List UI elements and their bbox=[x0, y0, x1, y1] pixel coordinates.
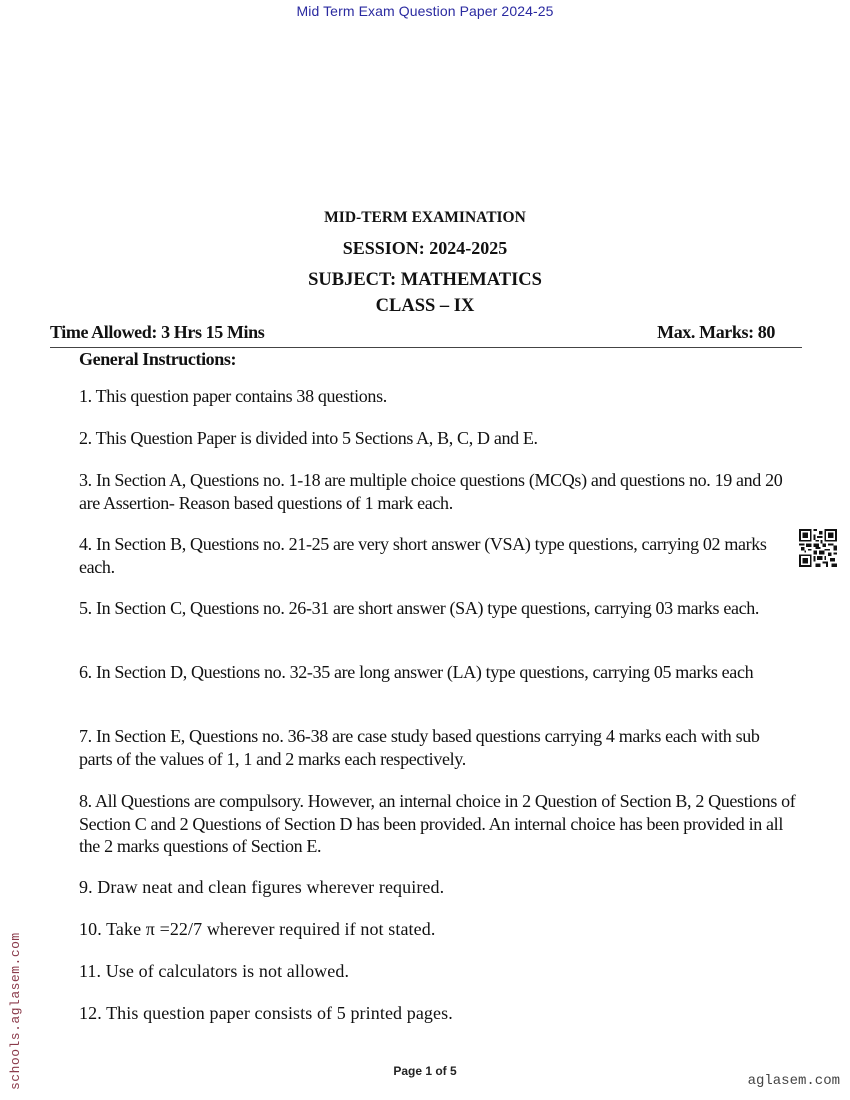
footer-brand: aglasem.com bbox=[747, 1073, 840, 1089]
max-marks: Max. Marks: 80 bbox=[657, 322, 775, 342]
instruction-item: 5. In Section C, Questions no. 26-31 are short answer (SA) type questions, carrying 03 marks each. bbox=[79, 598, 760, 618]
instruction-item: 4. In Section B, Questions no. 21-25 are very short answer (VSA) type questions, carrying 02 marks each. bbox=[79, 534, 767, 577]
instruction-item: 8. All Questions are compulsory. However, an internal choice in 2 Question of Section B, 2 Questions of Section C and 2 Questions of Section D has been provided. An internal choice has been provided in all the 2 marks questions of Section E. bbox=[79, 791, 796, 856]
exam-meta-row bbox=[50, 322, 802, 348]
exam-title: MID-TERM EXAMINATION bbox=[324, 209, 526, 226]
subject-heading: SUBJECT: MATHEMATICS bbox=[308, 270, 542, 290]
instruction-item: 1. This question paper contains 38 questions. bbox=[79, 386, 387, 406]
side-watermark: schools.aglasem.com bbox=[8, 932, 23, 1090]
instruction-item: 11. Use of calculators is not allowed. bbox=[79, 961, 350, 981]
qr-code-icon[interactable] bbox=[799, 529, 837, 567]
instruction-item: 3. In Section A, Questions no. 1-18 are multiple choice questions (MCQs) and questions no. 19 and 20 are Assertion- Reason based questions of 1 mark each. bbox=[79, 470, 783, 513]
general-instructions-title: General Instructions: bbox=[79, 349, 237, 369]
time-allowed: Time Allowed: 3 Hrs 15 Mins bbox=[50, 322, 265, 342]
instruction-item: 12. This question paper consists of 5 printed pages. bbox=[79, 1003, 453, 1023]
page-number: Page 1 of 5 bbox=[393, 1064, 457, 1078]
class-heading: CLASS – IX bbox=[375, 296, 475, 316]
instruction-item: 6. In Section D, Questions no. 32-35 are long answer (LA) type questions, carrying 05 marks each bbox=[79, 662, 754, 682]
instruction-item: 2. This Question Paper is divided into 5 Sections A, B, C, D and E. bbox=[79, 428, 538, 448]
document-banner-title: Mid Term Exam Question Paper 2024-25 bbox=[296, 3, 554, 19]
instruction-item: 7. In Section E, Questions no. 36-38 are case study based questions carrying 4 marks each with sub parts of the values of 1, 1 and 2 marks each respectively. bbox=[79, 726, 760, 769]
instruction-item: 9. Draw neat and clean figures wherever required. bbox=[79, 877, 445, 897]
session-heading: SESSION: 2024-2025 bbox=[342, 238, 508, 258]
instruction-item: 10. Take π =22/7 wherever required if not stated. bbox=[79, 919, 436, 939]
